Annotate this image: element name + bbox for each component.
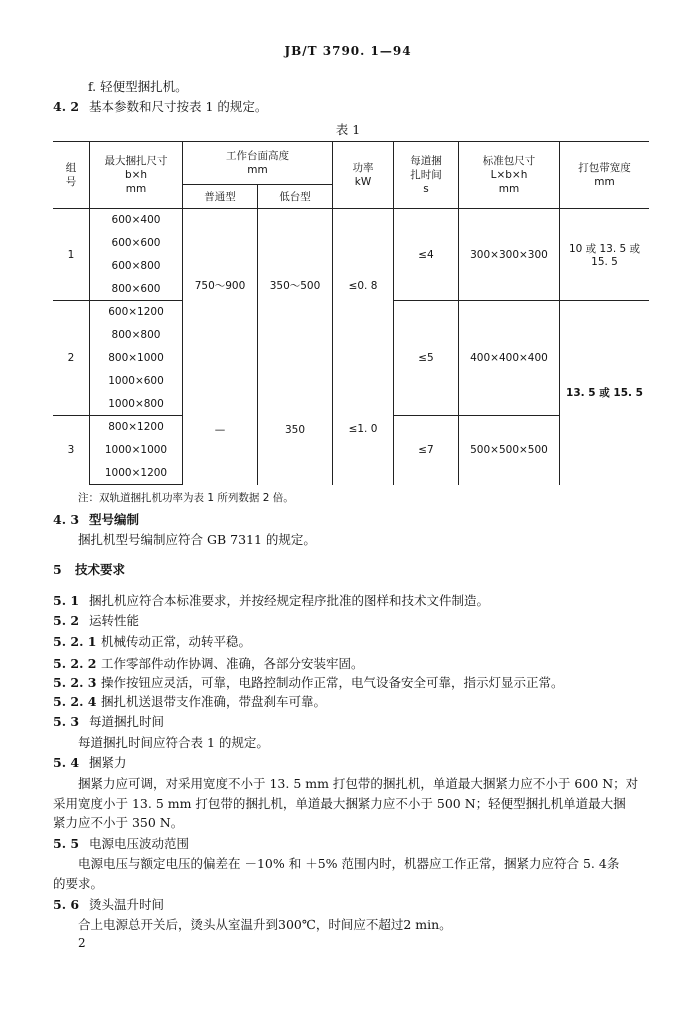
group-1-width: 10 或 13. 5 或 15. 5 (560, 209, 650, 301)
section-title: 每道捆扎时间 (89, 714, 165, 729)
section-number: 5. 5 (53, 836, 80, 851)
section-number: 5 (53, 562, 62, 577)
power-shared: ≤0. 8 (348, 279, 378, 292)
group-3-power: ≤1. 0 (348, 422, 378, 435)
section-number: 5. 2. 4 (53, 694, 97, 709)
group-2-size: 1000×600 (90, 370, 183, 393)
group-3-size: 800×1200 (90, 416, 183, 439)
section-text: 捆扎机应符合本标准要求，并按经规定程序批准的图样和技术文件制造。 (89, 593, 490, 608)
section-title: 型号编制 (89, 512, 140, 527)
header-normal-type: 普通型 (183, 185, 258, 209)
section-number: 4. 2 (53, 99, 80, 114)
section-5-5-line-2: 的要求。 (53, 876, 104, 891)
group-2-size: 1000×800 (90, 393, 183, 416)
section-number: 5. 3 (53, 714, 80, 729)
section-4-3-text: 捆扎机型号编制应符合 GB 7311 的规定。 (78, 532, 316, 547)
group-2-size: 800×1000 (90, 347, 183, 370)
section-5-1 (53, 593, 489, 609)
section-number: 5. 6 (53, 897, 80, 912)
page-number: 2 (78, 936, 86, 950)
group-1-size: 800×600 (90, 278, 183, 301)
table-caption: 表 1 (335, 122, 361, 137)
section-title: 电源电压波动范围 (89, 836, 190, 851)
group-3-pack: 500×500×500 (459, 416, 560, 485)
section-number: 5. 1 (53, 593, 80, 608)
section-5-2-1 (53, 634, 251, 650)
group-1-size: 600×800 (90, 255, 183, 278)
section-5-4-line-1: 捆紧力应可调，对采用宽度不小于 13. 5 mm 打包带的捆扎机，单道最大捆紧力应不小于 600 N；对 (78, 776, 639, 791)
section-5-2 (53, 613, 139, 629)
section-5-6-text: 合上电源总开关后，烫头从室温升到300℃，时间应不超过2 min。 (78, 917, 452, 932)
section-title: 技术要求 (75, 562, 126, 577)
section-5-2-3 (53, 675, 564, 691)
section-text: 操作按钮应灵活，可靠，电路控制动作正常，电气设备安全可靠，指示灯显示正常。 (101, 675, 564, 690)
section-5-4-line-3: 紧力应不小于 350 N。 (53, 815, 184, 830)
section-4-3 (53, 512, 139, 528)
section-number: 5. 2. 3 (53, 675, 97, 690)
header-strap-width: 打包带宽度 mm (560, 142, 650, 209)
section-title: 烫头温升时间 (89, 897, 165, 912)
section-5-2-4 (53, 694, 326, 710)
header-max-size: 最大捆扎尺寸 b×h mm (90, 142, 183, 209)
group-1-time: ≤4 (394, 209, 459, 301)
header-low-type: 低台型 (258, 185, 333, 209)
section-5-6 (53, 897, 164, 913)
section-number: 4. 3 (53, 512, 80, 527)
group-3-size: 1000×1200 (90, 462, 183, 485)
section-5 (53, 562, 125, 578)
group-2-size: 600×1200 (90, 301, 183, 324)
group-3-size: 1000×1000 (90, 439, 183, 462)
low-height-cell (258, 209, 333, 485)
section-title: 捆紧力 (89, 755, 127, 770)
power-cell (333, 209, 394, 485)
group-1-number: 1 (53, 209, 90, 301)
section-5-4 (53, 755, 127, 771)
strap-width-shared: 13. 5 或 15. 5 (560, 301, 650, 485)
group-2-pack: 400×400×400 (459, 301, 560, 416)
header-power: 功率 kW (333, 142, 394, 209)
section-number: 5. 4 (53, 755, 80, 770)
section-5-3-text: 每道捆扎时间应符合表 1 的规定。 (78, 735, 269, 750)
section-number: 5. 2. 2 (53, 656, 97, 671)
section-5-5-line-1: 电源电压与额定电压的偏差在 －10% 和 ＋5% 范围内时，机器应工作正常，捆紧力应符合 5. 4条 (78, 856, 620, 871)
section-text: 基本参数和尺寸按表 1 的规定。 (89, 99, 268, 114)
group-1-size: 600×600 (90, 232, 183, 255)
low-height-shared: 350～500 (269, 280, 321, 293)
header-group: 组 号 (53, 142, 90, 209)
group-3-time: ≤7 (394, 416, 459, 485)
document-header: JB/T 3790. 1—94 (284, 44, 412, 58)
normal-height-cell (183, 209, 258, 485)
normal-height-shared: 750～900 (194, 280, 246, 293)
section-number: 5. 2. 1 (53, 634, 97, 649)
header-time: 每道捆 扎时间 s (394, 142, 459, 209)
group-3-low: 350 (284, 424, 306, 437)
group-2-size: 800×800 (90, 324, 183, 347)
item-f: f. 轻便型捆扎机。 (88, 79, 188, 94)
section-5-2-2 (53, 656, 364, 672)
section-text: 捆扎机送退带支作准确，带盘刹车可靠。 (101, 694, 327, 709)
section-text: 机械传动正常，动转平稳。 (101, 634, 252, 649)
group-2-time: ≤5 (394, 301, 459, 416)
group-2-number: 2 (53, 301, 90, 416)
section-5-5 (53, 836, 189, 852)
section-number: 5. 2 (53, 613, 80, 628)
header-table-height: 工作台面高度 mm (183, 142, 333, 185)
table-note: 注：双轨道捆扎机功率为表 1 所列数据 2 倍。 (78, 492, 294, 504)
section-title: 运转性能 (89, 613, 140, 628)
header-pack-size: 标准包尺寸 L×b×h mm (459, 142, 560, 209)
group-3-normal: — (214, 424, 226, 437)
group-3-number: 3 (53, 416, 90, 485)
parameter-table (53, 141, 649, 485)
group-1-pack: 300×300×300 (459, 209, 560, 301)
section-5-4-line-2: 采用宽度小于 13. 5 mm 打包带的捆扎机，单道最大捆紧力应不小于 500 N；轻便型捆扎机单道最大捆 (53, 796, 626, 811)
section-text: 工作零部件动作协调、准确，各部分安装牢固。 (101, 656, 364, 671)
section-5-3 (53, 714, 164, 730)
section-4-2 (53, 99, 267, 115)
group-1-size: 600×400 (90, 209, 183, 232)
